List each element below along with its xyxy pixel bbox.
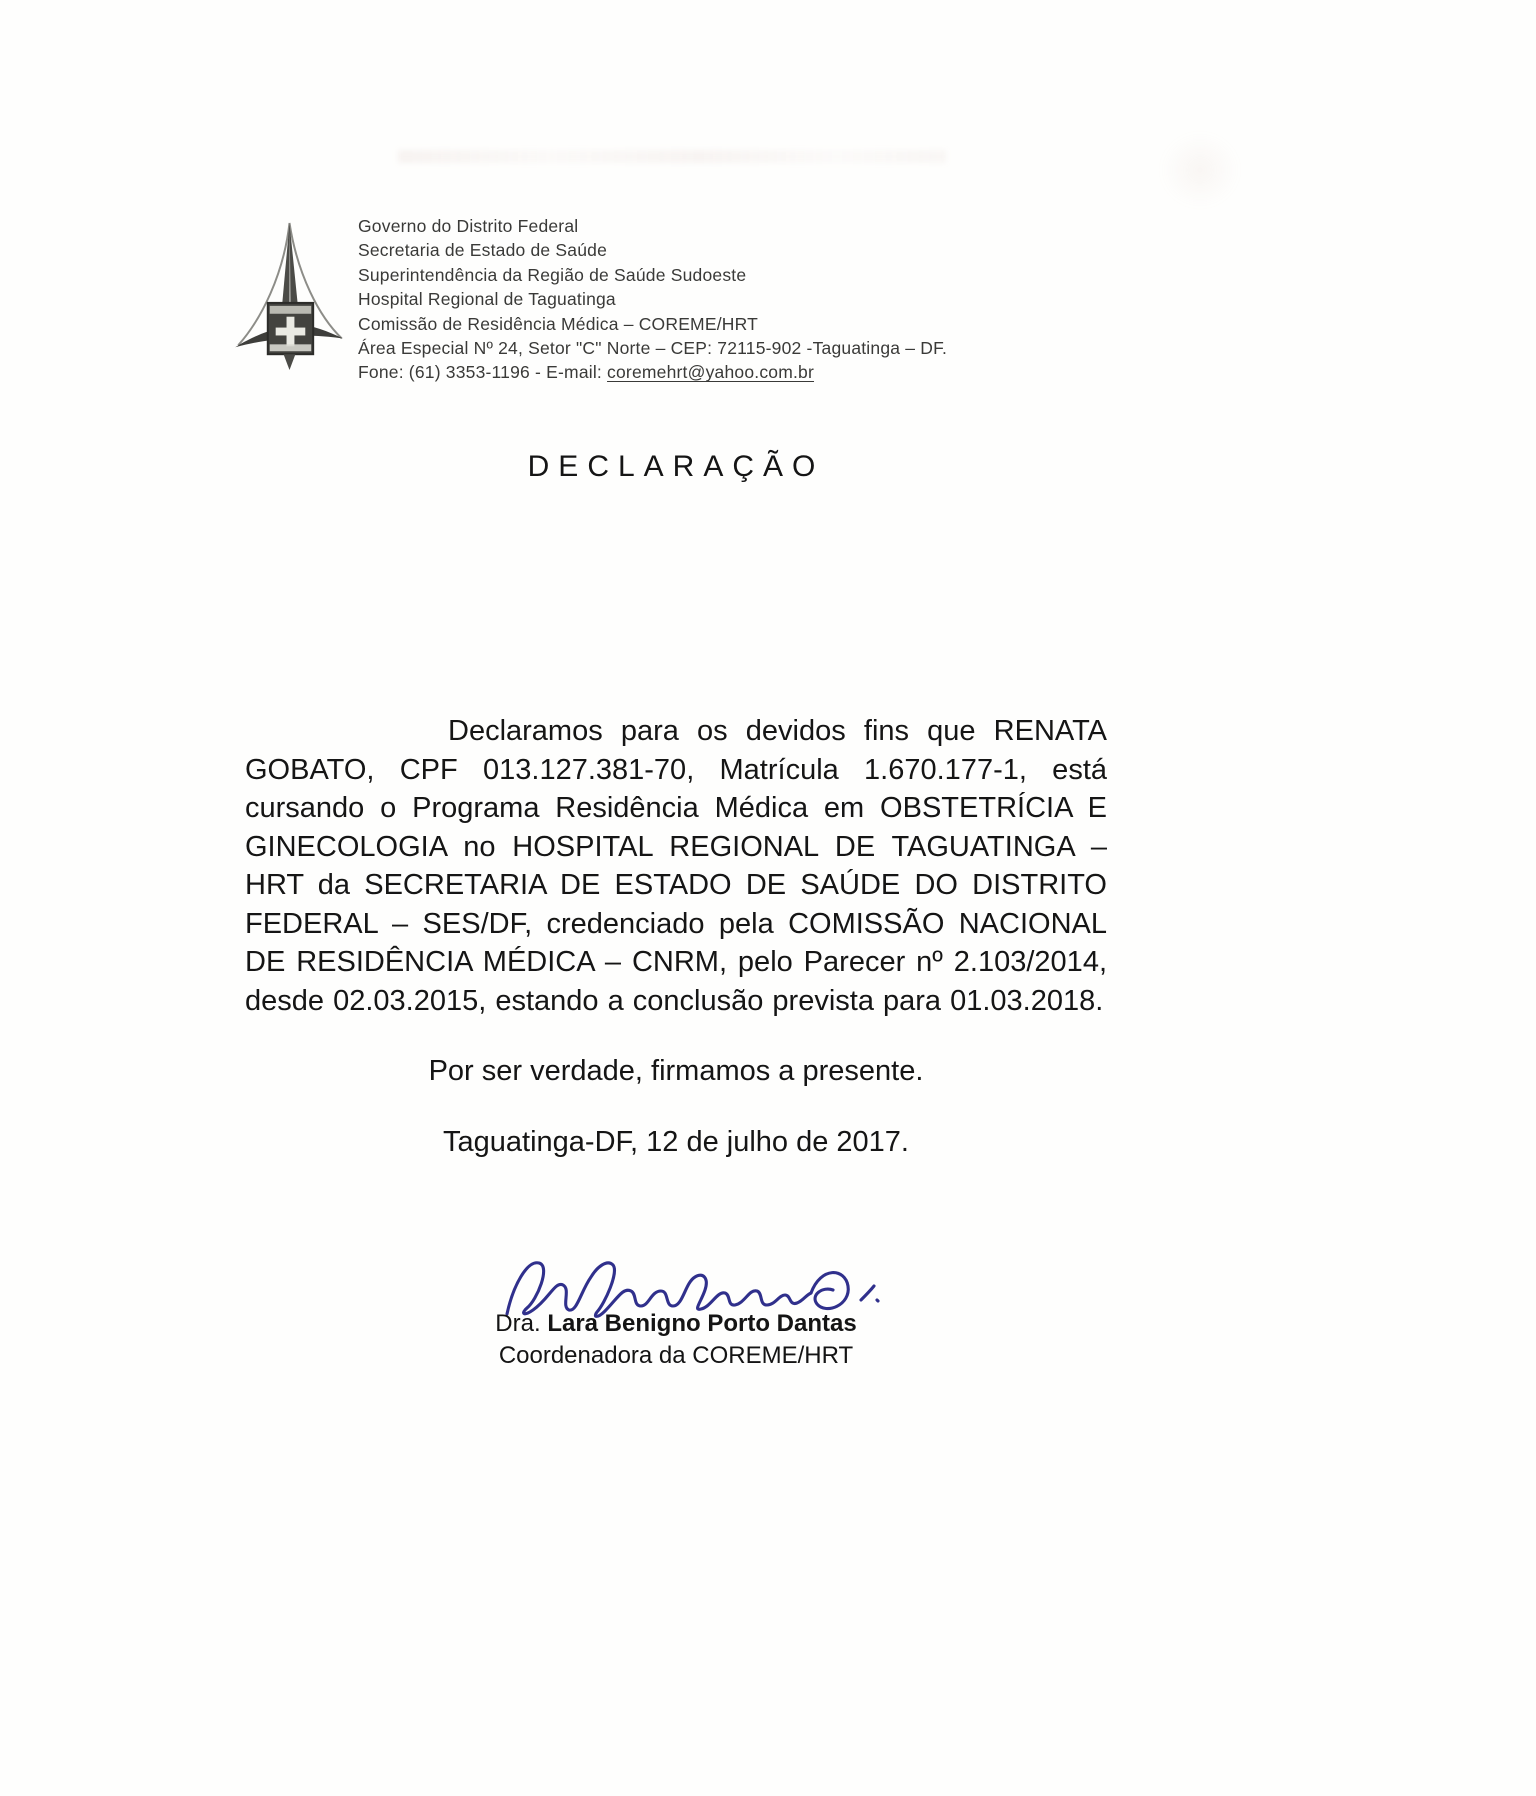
closing-statement: Por ser verdade, firmamos a presente.: [428, 1055, 924, 1087]
letterhead-line: Secretaria de Estado de Saúde: [358, 240, 608, 261]
signatory-full-name: Lara Benigno Porto Dantas: [547, 1310, 857, 1337]
scan-smudge-artifact: [1160, 132, 1240, 208]
contact-prefix: Fone: (61) 3353-1196 - E-mail:: [358, 362, 608, 383]
letterhead-line: Hospital Regional de Taguatinga: [358, 289, 616, 310]
letterhead-line: Superintendência da Região de Saúde Sudoeste: [358, 264, 747, 285]
letterhead-line: Comissão de Residência Médica – COREME/HRT: [358, 313, 759, 334]
letterhead-address-line: Área Especial Nº 24, Setor "C" Norte – CEP: 72115-902 -Taguatinga – DF.: [358, 338, 948, 359]
document-title: DECLARAÇÃO: [527, 450, 825, 483]
date-line: Taguatinga-DF, 12 de julho de 2017.: [443, 1126, 909, 1158]
declaration-body-paragraph: Declaramos para os devidos fins que RENATA GOBATO, CPF 013.127.381-70, Matrícula 1.670.177-1, está cursando o Programa Residência Médica em OBSTETRÍCIA E GINECOLOGIA no HOSPITAL REGIONAL DE TAGUATINGA – HRT da SECRETARIA DE ESTADO DE SAÚDE DO DISTRITO FEDERAL – SES/DF, credenciado pela COMISSÃO NACIONAL DE RESIDÊNCIA MÉDICA – CNRM, pelo Parecer nº 2.103/2014, desde 02.03.2015, estando a conclusão prevista para 01.03.2018.: [245, 715, 1107, 1017]
email-link[interactable]: coremehrt@yahoo.com.br: [607, 362, 815, 383]
signatory-name: [245, 1310, 1107, 1338]
letterhead-line: Governo do Distrito Federal: [358, 216, 579, 236]
signatory-role: Coordenadora da COREME/HRT: [498, 1342, 854, 1369]
gdf-coat-of-arms-logo: [232, 220, 346, 370]
signatory-title-prefix: Dra.: [495, 1310, 548, 1337]
letterhead-contact-line: [358, 360, 947, 384]
letterhead: [232, 214, 947, 385]
scan-bleed-artifact: [398, 150, 946, 163]
signature-block: [245, 1248, 1107, 1370]
